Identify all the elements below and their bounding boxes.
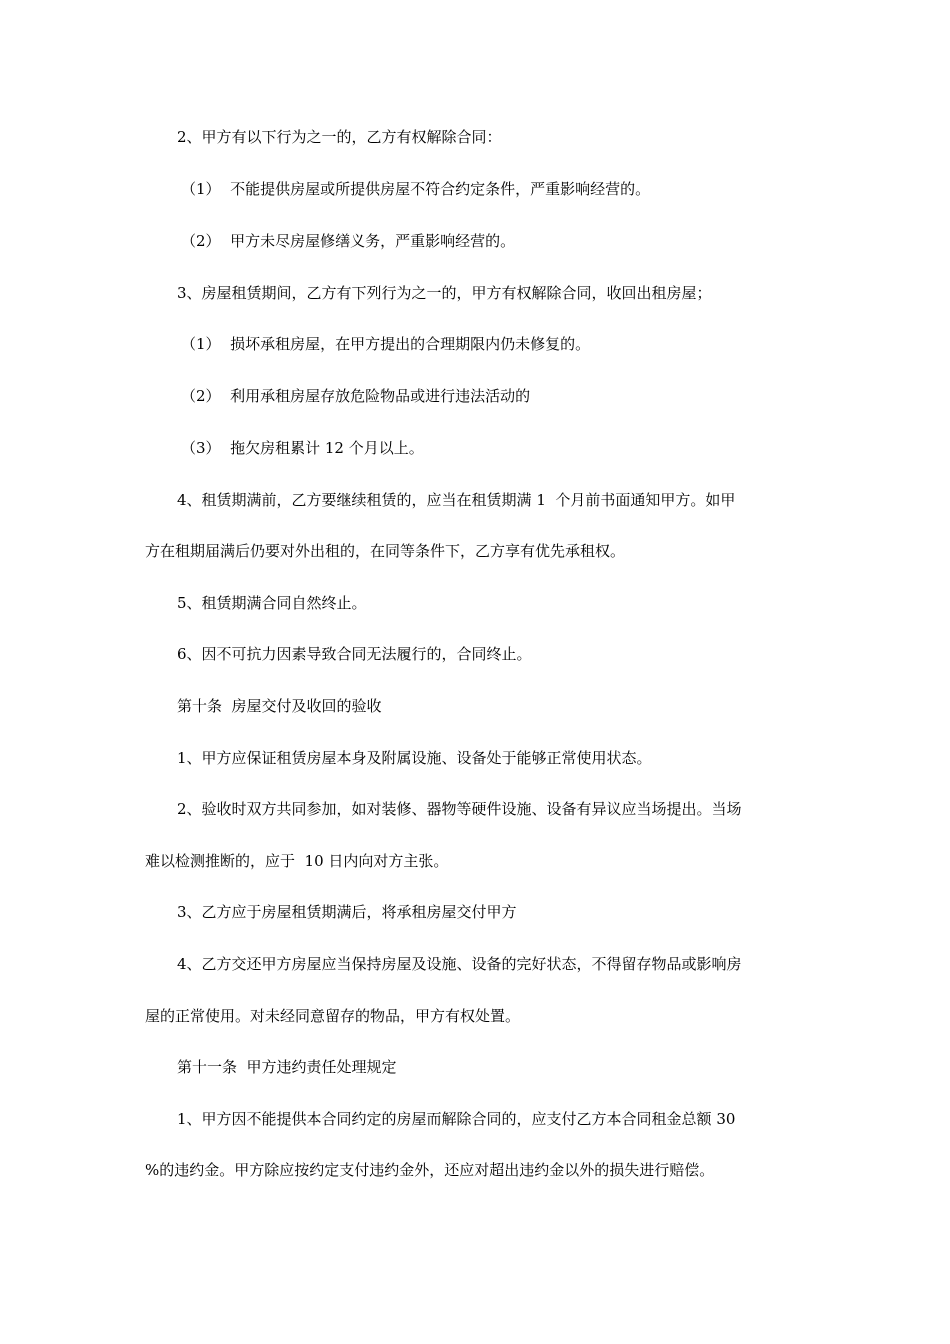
clause-11-heading: 第十一条 甲方违约责任处理规定 <box>177 1058 397 1076</box>
clause-10-item-4-line-2: 屋的正常使用。对未经同意留存的物品，甲方有权处置。 <box>145 1007 521 1025</box>
clause-9-item-3-sub-3: （3） 拖欠房租累计 12 个月以上。 <box>181 439 424 457</box>
clause-9-item-3: 3、房屋租赁期间，乙方有下列行为之一的，甲方有权解除合同，收回出租房屋； <box>177 284 712 302</box>
clause-10-item-1: 1、甲方应保证租赁房屋本身及附属设施、设备处于能够正常使用状态。 <box>177 749 652 767</box>
clause-10-item-2-line-2: 难以检测推断的，应于 10 日内向对方主张。 <box>145 852 449 870</box>
clause-9-item-4-line-2: 方在租期届满后仍要对外出租的，在同等条件下，乙方享有优先承租权。 <box>145 542 626 560</box>
clause-9-item-5: 5、租赁期满合同自然终止。 <box>177 594 367 612</box>
clause-10-item-3: 3、乙方应于房屋租赁期满后，将承租房屋交付甲方 <box>177 903 517 921</box>
clause-9-item-2-sub-1: （1） 不能提供房屋或所提供房屋不符合约定条件，严重影响经营的。 <box>181 180 651 198</box>
clause-10-item-2-line-1: 2、验收时双方共同参加，如对装修、器物等硬件设施、设备有异议应当场提出。当场 <box>177 800 742 818</box>
clause-9-item-6: 6、因不可抗力因素导致合同无法履行的，合同终止。 <box>177 645 532 663</box>
clause-9-item-3-sub-2: （2） 利用承租房屋存放危险物品或进行违法活动的 <box>181 387 531 405</box>
clause-11-item-1-line-2: %的违约金。甲方除应按约定支付违约金外，还应对超出违约金以外的损失进行赔偿。 <box>145 1161 715 1179</box>
clause-9-item-3-sub-1: （1） 损坏承租房屋，在甲方提出的合理期限内仍未修复的。 <box>181 335 591 353</box>
clause-10-item-4-line-1: 4、乙方交还甲方房屋应当保持房屋及设施、设备的完好状态，不得留存物品或影响房 <box>177 955 742 973</box>
clause-9-item-2-sub-2: （2） 甲方未尽房屋修缮义务，严重影响经营的。 <box>181 232 516 250</box>
clause-9-item-4-line-1: 4、租赁期满前，乙方要继续租赁的，应当在租赁期满 1 个月前书面通知甲方。如甲 <box>177 491 736 509</box>
clause-10-heading: 第十条 房屋交付及收回的验收 <box>177 697 382 715</box>
clause-9-item-2: 2、甲方有以下行为之一的，乙方有权解除合同： <box>177 128 502 146</box>
clause-11-item-1-line-1: 1、甲方因不能提供本合同约定的房屋而解除合同的，应支付乙方本合同租金总额 30 <box>177 1110 736 1128</box>
